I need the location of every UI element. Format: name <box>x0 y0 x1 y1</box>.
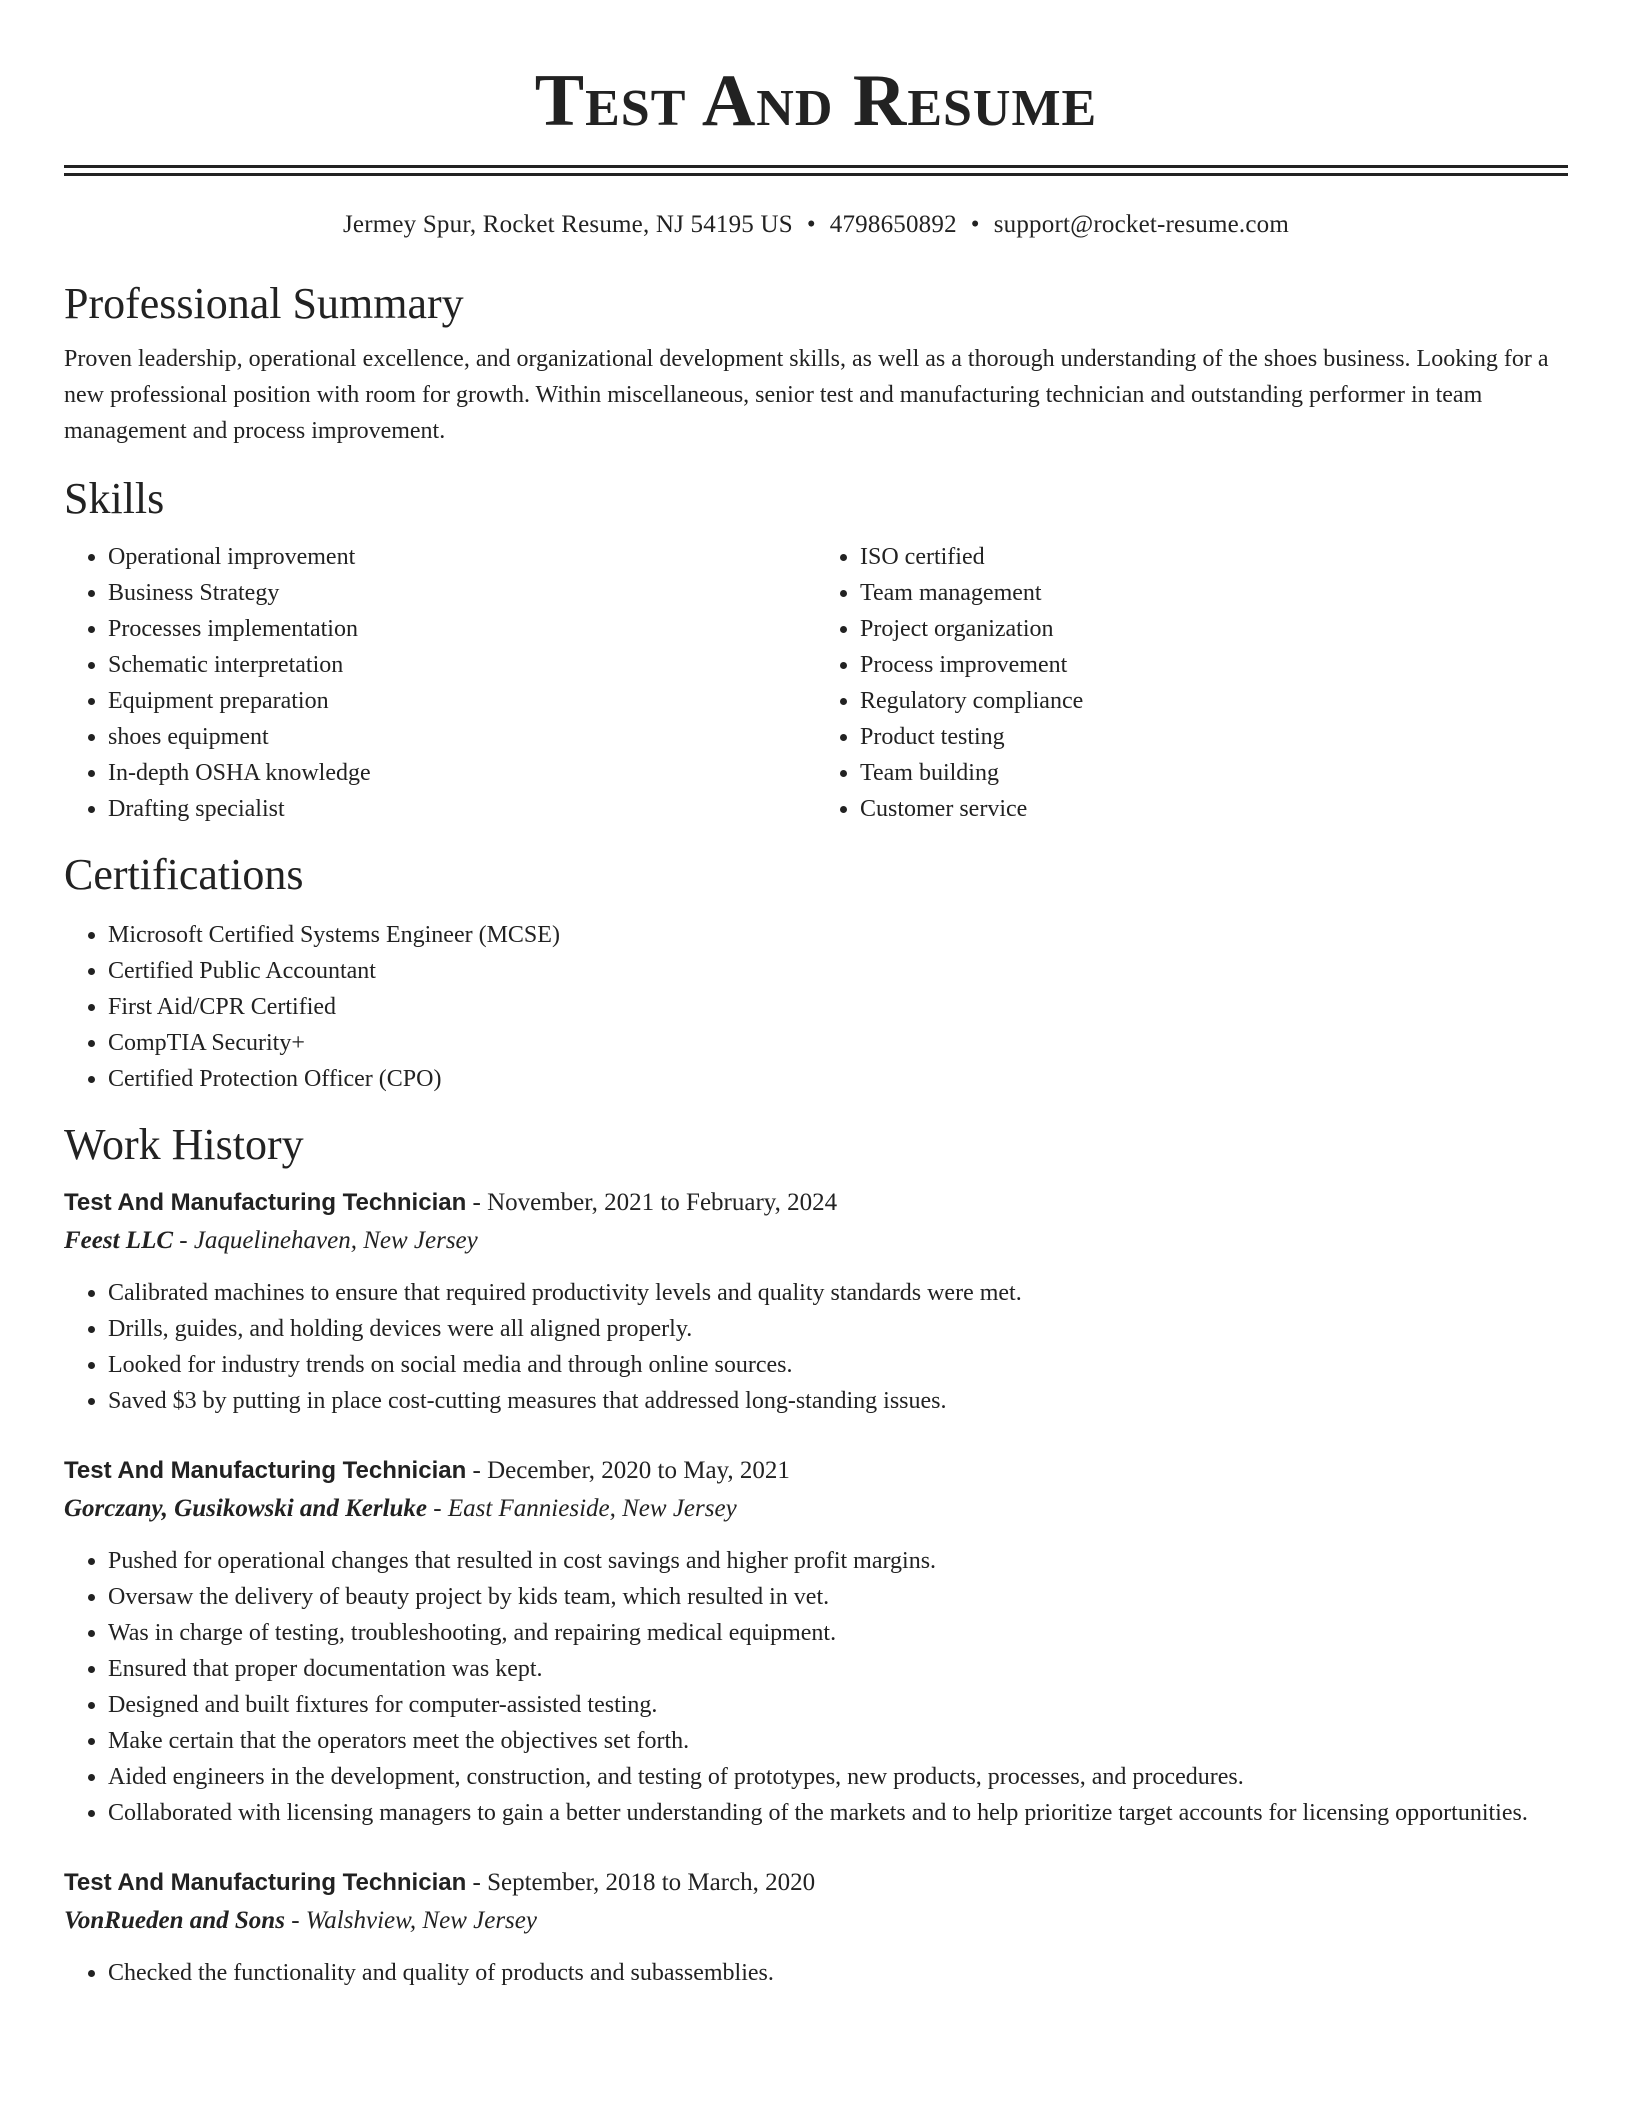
skill-item: • In-depth OSHA knowledge <box>108 755 816 791</box>
contact-separator: • <box>970 211 980 238</box>
certifications-section <box>64 849 1568 1097</box>
job-company: VonRueden and Sons <box>64 1907 285 1934</box>
header-rule-bottom <box>64 173 1568 176</box>
job-bullets <box>64 1955 1568 1991</box>
resume-name: Test And Resume <box>534 60 1098 142</box>
contact-line <box>64 210 1568 240</box>
summary-text: Proven leadership, operational excellence, and organizational development skills, as well as a thorough understanding of the shoes business. Looking for a new professional position with room for growth. Within miscellaneous, senior test and manufacturing technician and outstanding performer in team management and process improvement. <box>64 346 1549 444</box>
contact-address: Jermey Spur, Rocket Resume, NJ 54195 US <box>342 211 793 238</box>
job-entry <box>64 1865 1568 1991</box>
certification-item: • Certified Public Accountant <box>108 953 1568 989</box>
skill-item: • Processes implementation <box>108 611 816 647</box>
job-dates: - September, 2018 to March, 2020 <box>466 1869 816 1896</box>
job-title: Test And Manufacturing Technician <box>64 1457 467 1484</box>
job-title-line <box>64 1185 1568 1221</box>
skill-item: • Product testing <box>860 719 1568 755</box>
certification-item: • Certified Protection Officer (CPO) <box>108 1061 1568 1097</box>
job-title-line <box>64 1865 1568 1901</box>
job-bullet: • Saved $3 by putting in place cost-cutting measures that addressed long-standing issues. <box>108 1383 1568 1419</box>
job-bullets <box>64 1275 1568 1419</box>
job-entry <box>64 1453 1568 1831</box>
skill-item: • Business Strategy <box>108 575 816 611</box>
job-dates: - December, 2020 to May, 2021 <box>466 1457 790 1484</box>
job-company: Gorczany, Gusikowski and Kerluke <box>64 1495 428 1522</box>
job-bullet: • Oversaw the delivery of beauty project by kids team, which resulted in vet. <box>108 1579 1568 1615</box>
certifications-list <box>64 917 1568 1097</box>
skill-item: • Equipment preparation <box>108 683 816 719</box>
job-company-line <box>64 1491 1568 1527</box>
job-company-line <box>64 1223 1568 1259</box>
certification-item: • Microsoft Certified Systems Engineer (MCSE) <box>108 917 1568 953</box>
skill-item: • Team building <box>860 755 1568 791</box>
skills-heading: Skills <box>64 474 165 523</box>
job-bullet: • Collaborated with licensing managers to gain a better understanding of the markets and to help prioritize target accounts for licensing opportunities. <box>108 1795 1568 1831</box>
certifications-heading: Certifications <box>64 850 304 899</box>
job-title-line <box>64 1453 1568 1489</box>
skill-item: • ISO certified <box>860 539 1568 575</box>
contact-phone: 4798650892 <box>829 211 957 238</box>
job-dates: - November, 2021 to February, 2024 <box>466 1189 838 1216</box>
contact-email: support@rocket-resume.com <box>993 211 1290 238</box>
work-history-heading: Work History <box>64 1120 304 1169</box>
certification-item: • CompTIA Security+ <box>108 1025 1568 1061</box>
job-bullet: • Calibrated machines to ensure that required productivity levels and quality standards were met. <box>108 1275 1568 1311</box>
job-title: Test And Manufacturing Technician <box>64 1189 467 1216</box>
job-bullet: • Pushed for operational changes that resulted in cost savings and higher profit margins. <box>108 1543 1568 1579</box>
job-location: - East Fannieside, New Jersey <box>427 1495 737 1522</box>
skills-section <box>64 473 1568 827</box>
skill-item: • Project organization <box>860 611 1568 647</box>
skill-item: • Process improvement <box>860 647 1568 683</box>
resume-page <box>64 0 1568 1991</box>
skill-item: • Schematic interpretation <box>108 647 816 683</box>
job-bullet: • Aided engineers in the development, construction, and testing of prototypes, new products, processes, and procedures. <box>108 1759 1568 1795</box>
job-location: - Jaquelinehaven, New Jersey <box>173 1227 478 1254</box>
job-entry <box>64 1185 1568 1419</box>
skills-list-left <box>64 539 816 827</box>
job-bullet: • Was in charge of testing, troubleshooting, and repairing medical equipment. <box>108 1615 1568 1651</box>
skill-item: • Operational improvement <box>108 539 816 575</box>
job-bullets <box>64 1543 1568 1831</box>
skill-item: • Drafting specialist <box>108 791 816 827</box>
skills-list-right <box>816 539 1568 827</box>
job-bullet: • Designed and built fixtures for computer-assisted testing. <box>108 1687 1568 1723</box>
job-bullet: • Checked the functionality and quality of products and subassemblies. <box>108 1955 1568 1991</box>
contact-separator: • <box>806 211 816 238</box>
job-bullet: • Looked for industry trends on social media and through online sources. <box>108 1347 1568 1383</box>
skill-item: • shoes equipment <box>108 719 816 755</box>
certification-item: • First Aid/CPR Certified <box>108 989 1568 1025</box>
summary-heading: Professional Summary <box>64 279 464 328</box>
job-title: Test And Manufacturing Technician <box>64 1869 467 1896</box>
job-location: - Walshview, New Jersey <box>284 1907 537 1934</box>
skills-columns <box>64 539 1568 827</box>
skill-item: • Customer service <box>860 791 1568 827</box>
job-bullet: • Make certain that the operators meet the objectives set forth. <box>108 1723 1568 1759</box>
job-bullet: • Ensured that proper documentation was kept. <box>108 1651 1568 1687</box>
work-history-section <box>64 1119 1568 1991</box>
skill-item: • Team management <box>860 575 1568 611</box>
summary-section <box>64 278 1568 449</box>
skill-item: • Regulatory compliance <box>860 683 1568 719</box>
job-company-line <box>64 1903 1568 1939</box>
header-rule-top <box>64 165 1568 168</box>
job-bullet: • Drills, guides, and holding devices were all aligned properly. <box>108 1311 1568 1347</box>
job-company: Feest LLC <box>64 1227 174 1254</box>
